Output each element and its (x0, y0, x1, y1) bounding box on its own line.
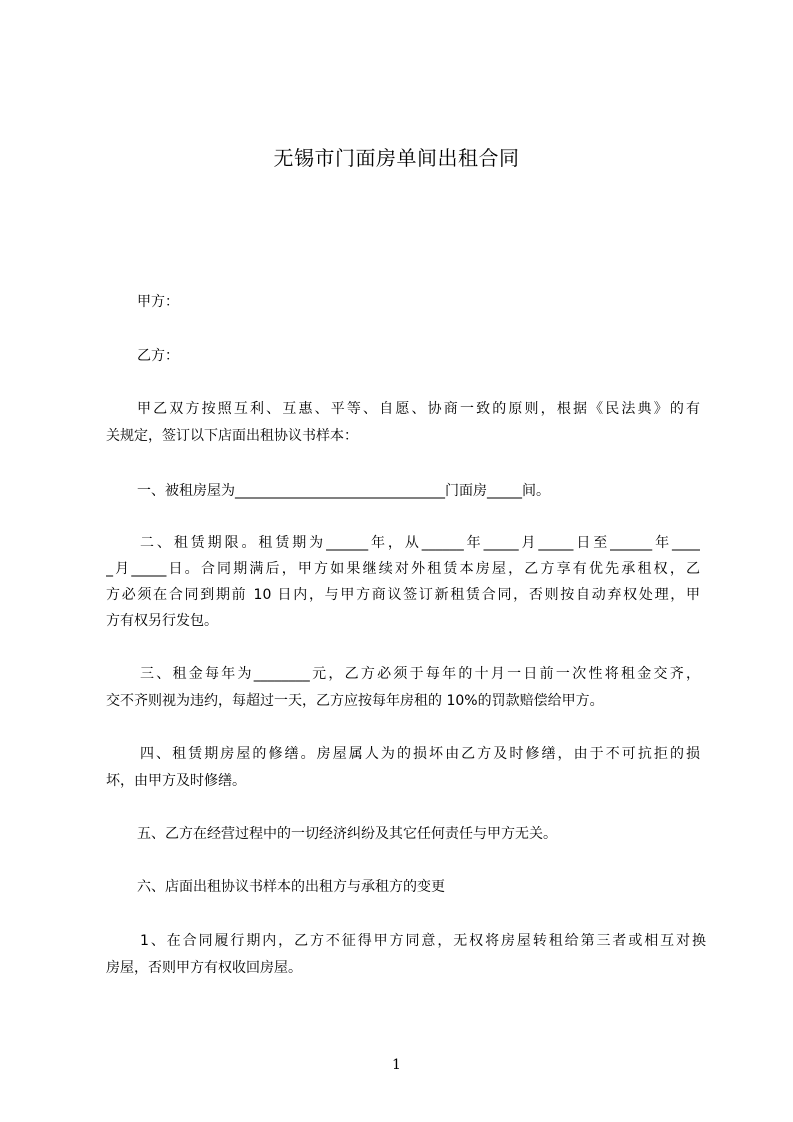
clause-6-1-line-2: 房屋，否则甲方有权收回房屋。 (106, 960, 302, 976)
intro-line-1: 甲乙双方按照互利、互惠、平等、自愿、协商一致的原则，根据《民法典》的有 (137, 401, 700, 417)
clause-5-line-1: 五、乙方在经营过程中的一切经济纠纷及其它任何责任与甲方无关。 (137, 826, 557, 842)
clause-4-line-2: 坏，由甲方及时修缮。 (106, 773, 246, 789)
page-number: 1 (392, 1057, 401, 1073)
clause-2-line-4: 方有权另行发包。 (106, 613, 218, 629)
clause-3-line-2: 交不齐则视为违约，每超过一天，乙方应按每年房租的 10%的罚款赔偿给甲方。 (106, 693, 604, 709)
clause-2-line-3: 方必须在合同到期前 10 日内，与甲方商议签订新租赁合同，否则按自动弃权处理，甲 (106, 587, 700, 603)
clause-4-line-1: 四、租赁期房屋的修缮。房屋属人为的损坏由乙方及时修缮，由于不可抗拒的损 (140, 746, 700, 762)
party-b-label: 乙方： (137, 348, 179, 364)
document-title: 无锡市门面房单间出租合同 (273, 146, 520, 170)
clause-6-line-1: 六、店面出租协议书样本的出租方与承租方的变更 (137, 879, 445, 895)
clause-1-line-1: 一、被租房屋为______________________________门面房_____间。 (137, 483, 550, 499)
clause-2-line-2: _月_____日。合同期满后，甲方如果继续对外租赁本房屋，乙方享有优先承租权，乙 (106, 561, 700, 577)
party-a-label: 甲方： (137, 294, 179, 310)
clause-2-line-1: 二、租赁期限。租赁期为______年，从______年_____月_____日至______年____ (140, 535, 700, 551)
clause-3-line-1: 三、租金每年为________元，乙方必须于每年的十月一日前一次性将租金交齐， (140, 666, 700, 682)
clause-6-1-line-1: 1、在合同履行期内，乙方不征得甲方同意，无权将房屋转租给第三者或相互对换 (140, 933, 706, 949)
intro-line-2: 关规定，签订以下店面出租协议书样本： (106, 428, 358, 444)
